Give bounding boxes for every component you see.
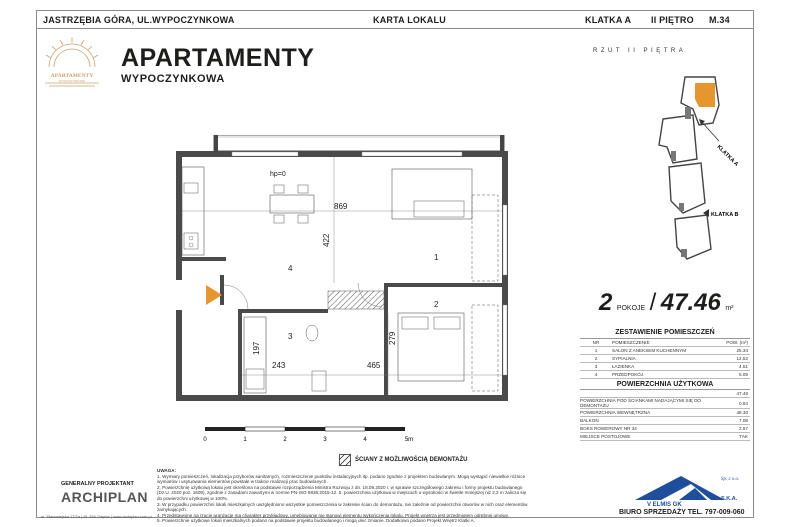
- notes: [157, 468, 532, 524]
- table-row: 2 SYPIALNIA 12.52: [580, 355, 750, 363]
- table-header: NR POMIESZCZENIE POW. (m²): [580, 339, 750, 347]
- entrance-arrow-icon: [206, 285, 222, 305]
- developer-logo: [621, 466, 751, 508]
- document-frame: [36, 10, 754, 524]
- notes-title: UWAGA:: [157, 468, 177, 473]
- total-area: 47.46: [660, 289, 721, 316]
- floor-plan: [162, 135, 524, 421]
- brand-title: APARTAMENTY: [121, 44, 315, 72]
- general-designer-address: ul. Starowiejska 17/7a | 81-356 Gdynia | www.archiplan.com.pl: [41, 514, 152, 519]
- room-4-label: 4: [288, 264, 293, 273]
- scale-tick-0: 0: [203, 437, 207, 443]
- header-doc-title: KARTA LOKALU: [373, 15, 446, 25]
- header-divider: [37, 28, 753, 29]
- scale-bar: [197, 423, 497, 445]
- extra-row: POWIERZCHNIA WEWNĘTRZNA 48.30: [580, 410, 748, 415]
- table-row: 1 SALON Z ANEKSEM KUCHENNYM 25.34: [580, 347, 750, 355]
- scale-tick-3: 3: [323, 437, 327, 443]
- room-1-label: 1: [434, 253, 439, 262]
- dim-422: 422: [322, 233, 331, 247]
- general-designer-logo: ARCHIPLAN: [61, 489, 148, 505]
- logo-subtext: WYPOCZYNKOWA: [58, 79, 86, 83]
- table-title: ZESTAWIENIE POMIESZCZEŃ: [580, 329, 750, 339]
- extra-row: POWIERZCHNIA POD ŚCIANKAMI NADAJĄCYMI SIĘ DO DEMONTAŻU 0.84: [580, 398, 748, 408]
- keyplan-stair-a: KLATKA A: [715, 144, 740, 168]
- unit-highlight: [695, 83, 715, 107]
- area-unit: m²: [725, 305, 734, 312]
- note-item: 2. Powierzchnię użytkową lokalu jest określona na podstawie rozporządzenia Ministra Rozwoju z dn. 18.09.2020 r. w sprawie szczegółowego zakresu i formy projektu budowlanego (Dz.U. 2020 poz. 1609), zgodnie z zasadami zawartymi w normie PN-ISO 9836:2015-12. 5. powierzchnia użytkowa w miejscach o wysokości w świetle mniejszej niż 2,2 m zalicza się do powierzchni użytkowej w 100%.: [157, 484, 527, 501]
- keyplan-stair-b: KLATKA B: [711, 212, 739, 218]
- header-floor: II PIĘTRO: [651, 15, 694, 25]
- brand-logo: [41, 33, 103, 93]
- scale-tick-1: 1: [243, 437, 247, 443]
- demolition-hatch-icon: [339, 454, 351, 466]
- dim-869: 869: [334, 202, 348, 211]
- rooms-count: 2: [599, 289, 613, 316]
- general-designer-label: GENERALNY PROJEKTANT: [61, 481, 134, 487]
- scale-tick-2: 2: [283, 437, 287, 443]
- brand-subtitle: WYPOCZYNKOWA: [121, 73, 225, 85]
- dim-465: 465: [367, 361, 381, 370]
- room-3-label: 3: [288, 332, 293, 341]
- usable-area-title: POWIERZCHNIA UŻYTKOWA: [580, 379, 750, 390]
- rooms-label: POKOJE: [616, 305, 646, 312]
- developer-suffix1: Sp. z o.o.: [721, 477, 740, 482]
- table-row: 4 PRZEDPOKÓJ 5.09: [580, 371, 750, 379]
- dim-197: 197: [252, 341, 261, 355]
- developer-suffix2: S.K.A.: [721, 496, 738, 502]
- header-stair: KLATKA A: [585, 15, 632, 25]
- extra-row: MIEJSCE POSTOJOWE TAK: [580, 434, 748, 439]
- room-2-label: 2: [434, 300, 439, 309]
- extra-row: BALKON 7.08: [580, 418, 748, 423]
- table-row: 3 ŁAZIENKA 4.51: [580, 363, 750, 371]
- scale-tick-4: 4: [363, 437, 367, 443]
- hp-label: hp=0: [270, 171, 286, 178]
- area-summary: 2 POKOJE / 47.46 m²: [599, 289, 734, 316]
- dim-243: 243: [272, 361, 286, 370]
- key-plan: [623, 63, 753, 273]
- header-unit: M.34: [709, 15, 730, 25]
- usable-area-row: 47.46: [580, 390, 750, 398]
- developer-name: V ELMIS GK: [647, 502, 682, 508]
- note-item: 5. Powierzchnie użytkowe lokali mieszkalnych podano na podstawie projektu budowlanego i mogą ulec zmianie. Dodatkowo podano Projekt Wnętrz Klatki A.: [157, 518, 475, 524]
- sales-office: BIURO SPRZEDAŻY TEL. 797-009-060: [619, 509, 745, 516]
- room-table: [580, 329, 750, 441]
- dim-279: 279: [388, 331, 397, 345]
- header-location: JASTRZĘBIA GÓRA, UL.WYPOCZYNKOWA: [43, 15, 235, 25]
- note-item: 3. W przypadku powierzchni lokali mieszkalnych uwzględniono wszystkie pomieszczenia w zakresie ścian do demontażu, nie zależnie od powierzchni otworów w nich oraz elementów zamykających.: [157, 501, 528, 513]
- keyplan-title: RZUT II PIĘTRA: [593, 48, 687, 54]
- scale-tick-5: 5m: [404, 437, 414, 443]
- logo-text: APARTAMENTY: [50, 73, 94, 79]
- note-item: 4. Przedstawione na rzucie aranżacje ma charakter przykładowy, umeblowanie nie stanowi elementu wykończenia lokalu. Projekt wnętrza jest przedmiotem odrębnej umowy.: [157, 512, 509, 518]
- legend-demolition: ŚCIANY Z MOŻLIWOŚCIĄ DEMONTAŻU: [355, 457, 468, 463]
- note-item: 1. Wymiary pomieszczeń, lokalizacja przyborów sanitarnych, rozmieszczenie punktów instalacyjnych itp. podano zgodnie z projektem budowlanym. Mogą wystąpić niewielkie różnice wymiarów i usytuowania elementów powstałe w trakcie realizacji prac budowlanych.: [157, 473, 526, 485]
- extra-row: BOKS ROWEROWY NR 34 2.57: [580, 426, 748, 431]
